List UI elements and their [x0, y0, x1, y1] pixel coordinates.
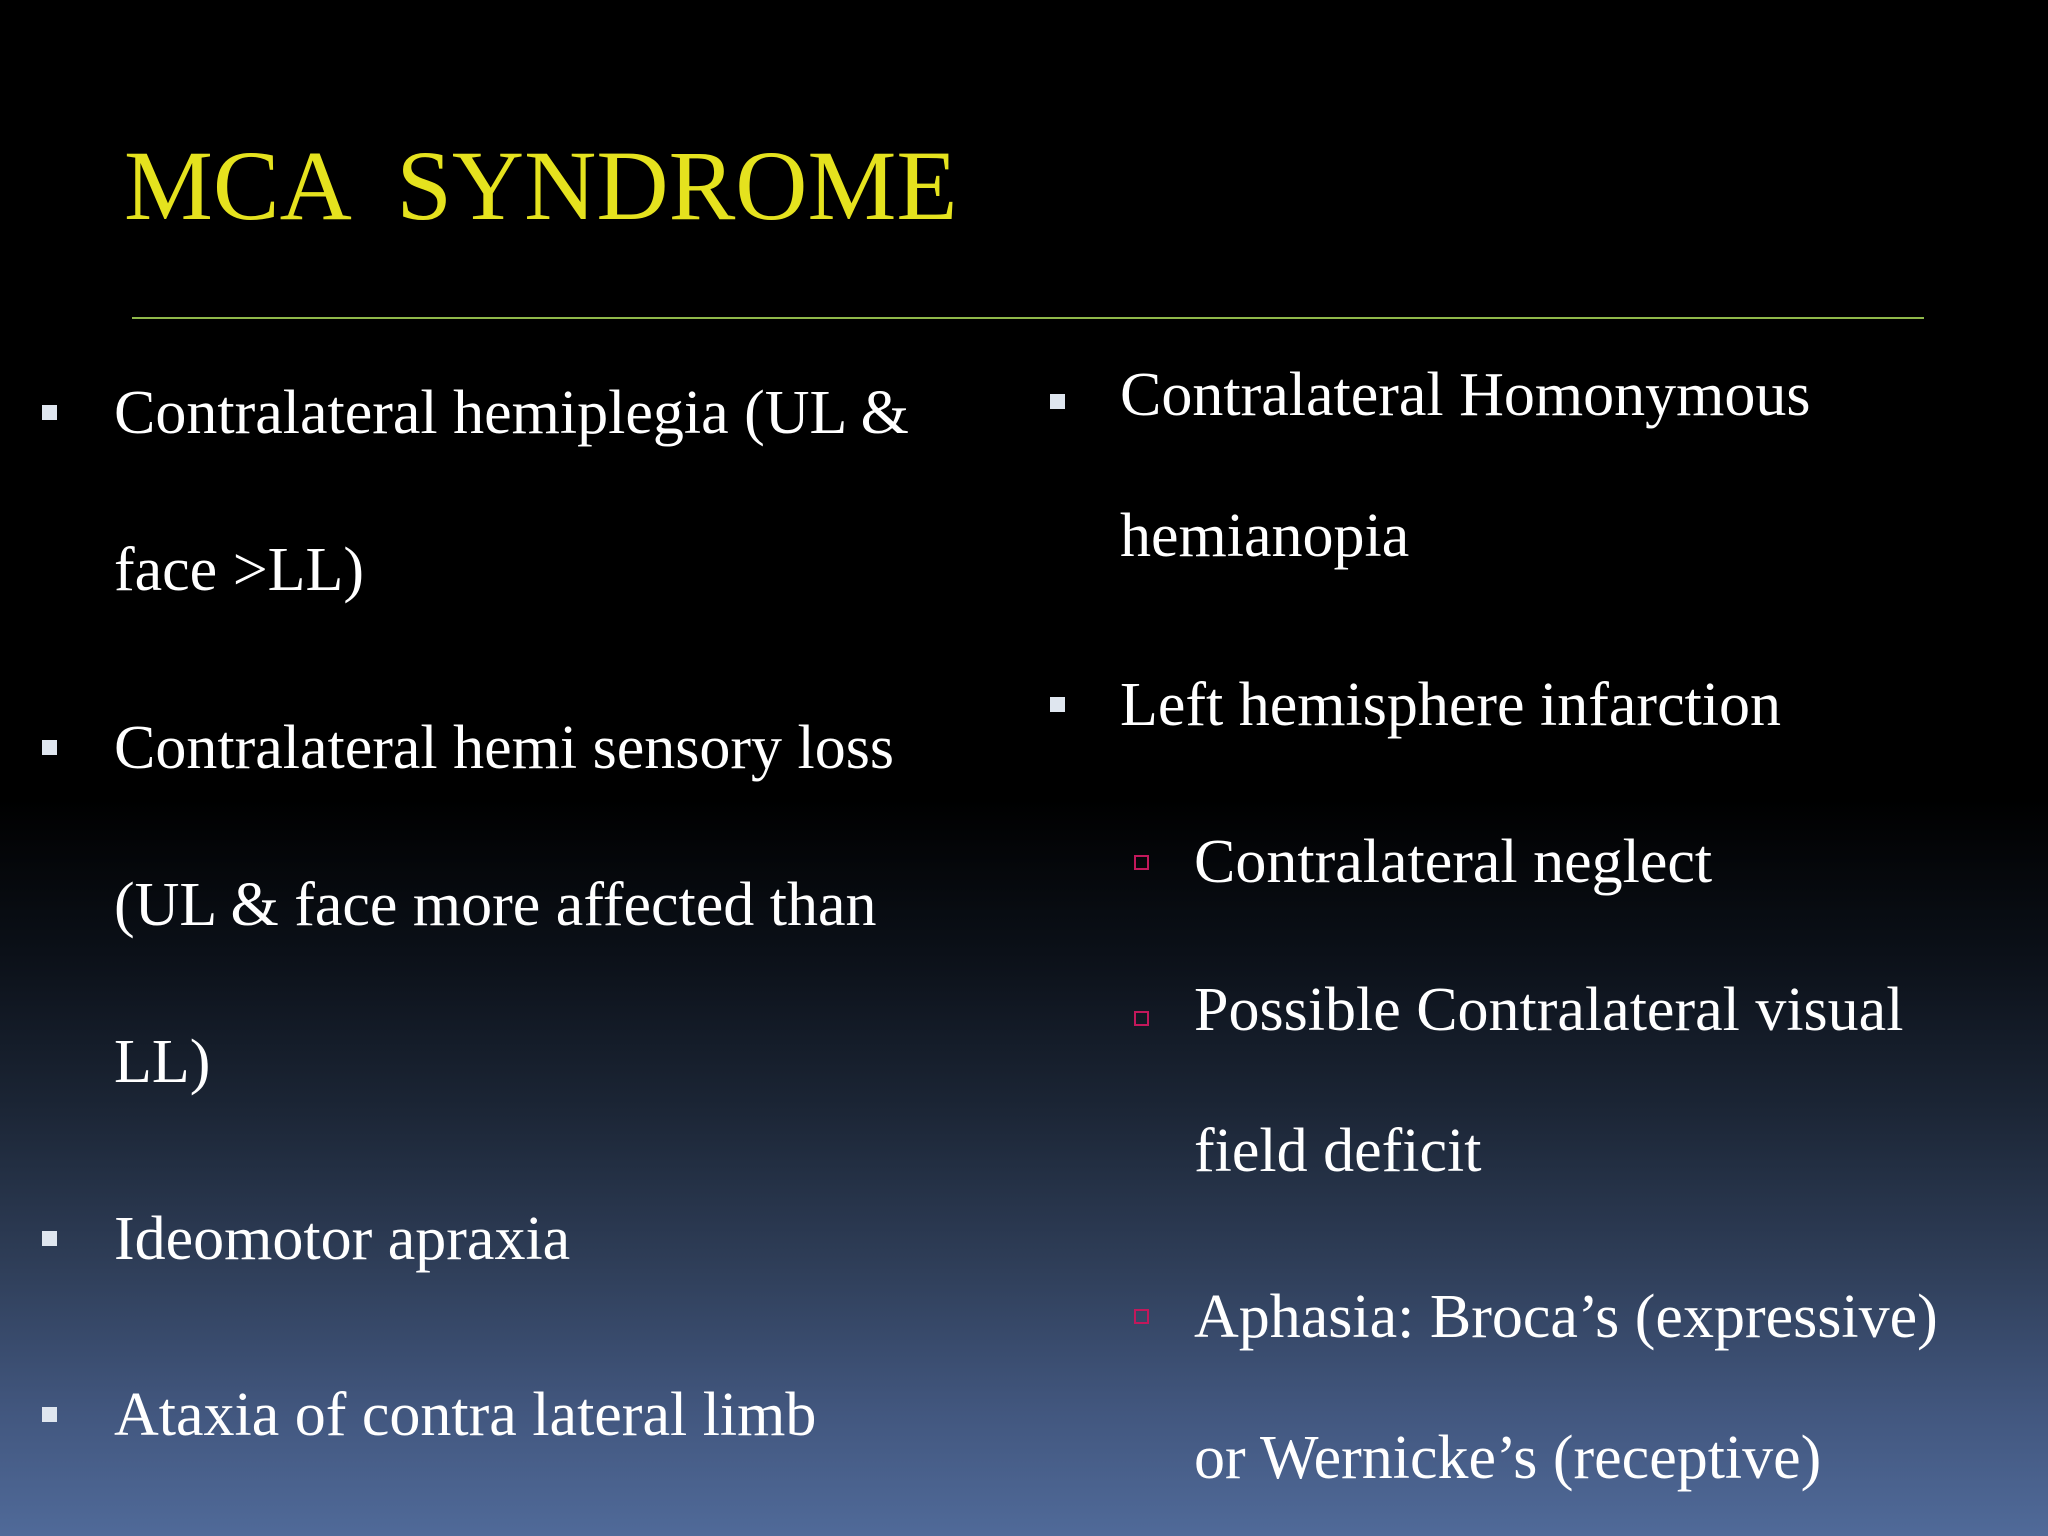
square-bullet-icon [1050, 697, 1065, 712]
list-item [114, 1161, 570, 1318]
list-item-line: Contralateral hemi sensory loss [114, 714, 894, 782]
list-item-line: face >LL) [114, 536, 365, 604]
list-item-line: field deficit [1194, 1117, 1482, 1185]
list-item-line: (UL & face more affected than [114, 871, 877, 939]
list-item [114, 335, 909, 649]
square-bullet-icon [42, 1231, 57, 1246]
list-item [1120, 627, 1781, 784]
list-item-line: Possible Contralateral visual [1194, 976, 1904, 1044]
list-item-line: Contralateral hemiplegia (UL & [114, 379, 909, 447]
list-item-line: Ataxia of contra lateral limb [114, 1381, 817, 1449]
square-bullet-icon [42, 405, 57, 420]
list-item-line: LL) [114, 1028, 211, 1096]
list-item-line: Contralateral neglect [1194, 828, 1713, 896]
list-sub-item [1194, 940, 1903, 1222]
title-divider [132, 317, 1924, 319]
hollow-square-bullet-icon [1134, 1011, 1149, 1026]
list-sub-item [1194, 1247, 1938, 1529]
list-item [114, 670, 894, 1141]
list-item-line: Ideomotor apraxia [114, 1205, 571, 1273]
list-sub-item [1194, 784, 1712, 941]
hollow-square-bullet-icon [1134, 1309, 1149, 1324]
list-item-line: Aphasia: Broca’s (expressive) [1194, 1283, 1938, 1351]
list-item-line: hemianopia [1120, 502, 1410, 570]
list-item [114, 1337, 816, 1494]
slide-title: MCA SYNDROME [124, 130, 958, 241]
list-item-line: Left hemisphere infarction [1120, 671, 1782, 739]
list-item-line: or Wernicke’s (receptive) [1194, 1424, 1822, 1492]
square-bullet-icon [42, 740, 57, 755]
list-item-line: Contralateral Homonymous [1120, 361, 1811, 429]
list-item [1120, 325, 1810, 607]
square-bullet-icon [1050, 394, 1065, 409]
hollow-square-bullet-icon [1134, 855, 1149, 870]
square-bullet-icon [42, 1407, 57, 1422]
